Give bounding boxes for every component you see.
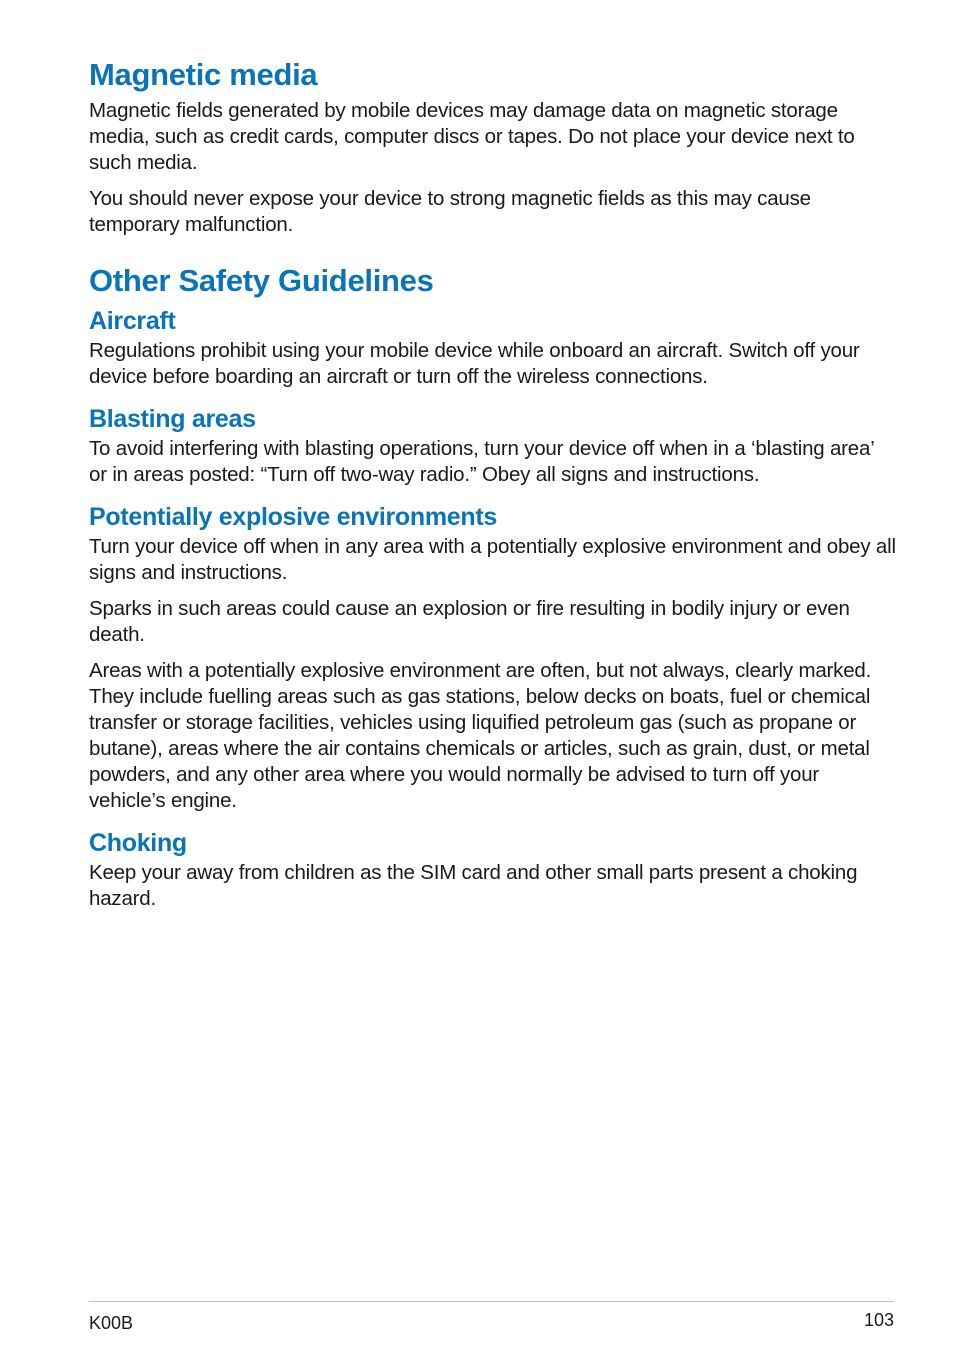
paragraph-magnetic-1: Magnetic fields generated by mobile devices may damage data on magnetic storage media, such as credit cards, computer discs or tapes. Do not place your device next to such media. bbox=[89, 99, 855, 174]
paragraph-explosive-1: Turn your device off when in any area with a potentially explosive environment and obey all signs and instructions. bbox=[89, 535, 896, 584]
paragraph-blasting-1: To avoid interfering with blasting operations, turn your device off when in a ‘blasting area’ or in areas posted: “Turn off two-way radio.” Obey all signs and instructions. bbox=[89, 437, 874, 486]
subheading-explosive-environments: Potentially explosive environments bbox=[89, 503, 497, 531]
document-page bbox=[89, 56, 897, 926]
paragraph-explosive-3: Areas with a potentially explosive environment are often, but not always, clearly marked. They include fuelling areas such as gas stations, below decks on boats, fuel or chemical transfer or storage facilities, vehicles using liquified petroleum gas (such as propane or butane), areas where the air contains chemicals or articles, such as grain, dust, or metal powders, and any other area where you would normally be advised to turn off your vehicle’s engine. bbox=[89, 659, 872, 812]
subheading-blasting-areas: Blasting areas bbox=[89, 405, 256, 433]
footer-divider bbox=[89, 1301, 894, 1302]
heading-other-safety-guidelines: Other Safety Guidelines bbox=[89, 263, 434, 298]
footer-page-number: 103 bbox=[863, 1310, 894, 1330]
subheading-aircraft: Aircraft bbox=[89, 307, 176, 335]
heading-magnetic-media: Magnetic media bbox=[89, 57, 318, 92]
paragraph-explosive-2: Sparks in such areas could cause an explosion or fire resulting in bodily injury or even death. bbox=[89, 597, 850, 646]
subheading-choking: Choking bbox=[89, 829, 187, 857]
paragraph-magnetic-2: You should never expose your device to strong magnetic fields as this may cause temporary malfunction. bbox=[89, 187, 811, 236]
footer-model-label: K00B bbox=[89, 1313, 134, 1333]
paragraph-choking-1: Keep your away from children as the SIM card and other small parts present a choking hazard. bbox=[89, 861, 858, 910]
paragraph-aircraft-1: Regulations prohibit using your mobile device while onboard an aircraft. Switch off your device before boarding an aircraft or turn off the wireless connections. bbox=[89, 339, 860, 388]
